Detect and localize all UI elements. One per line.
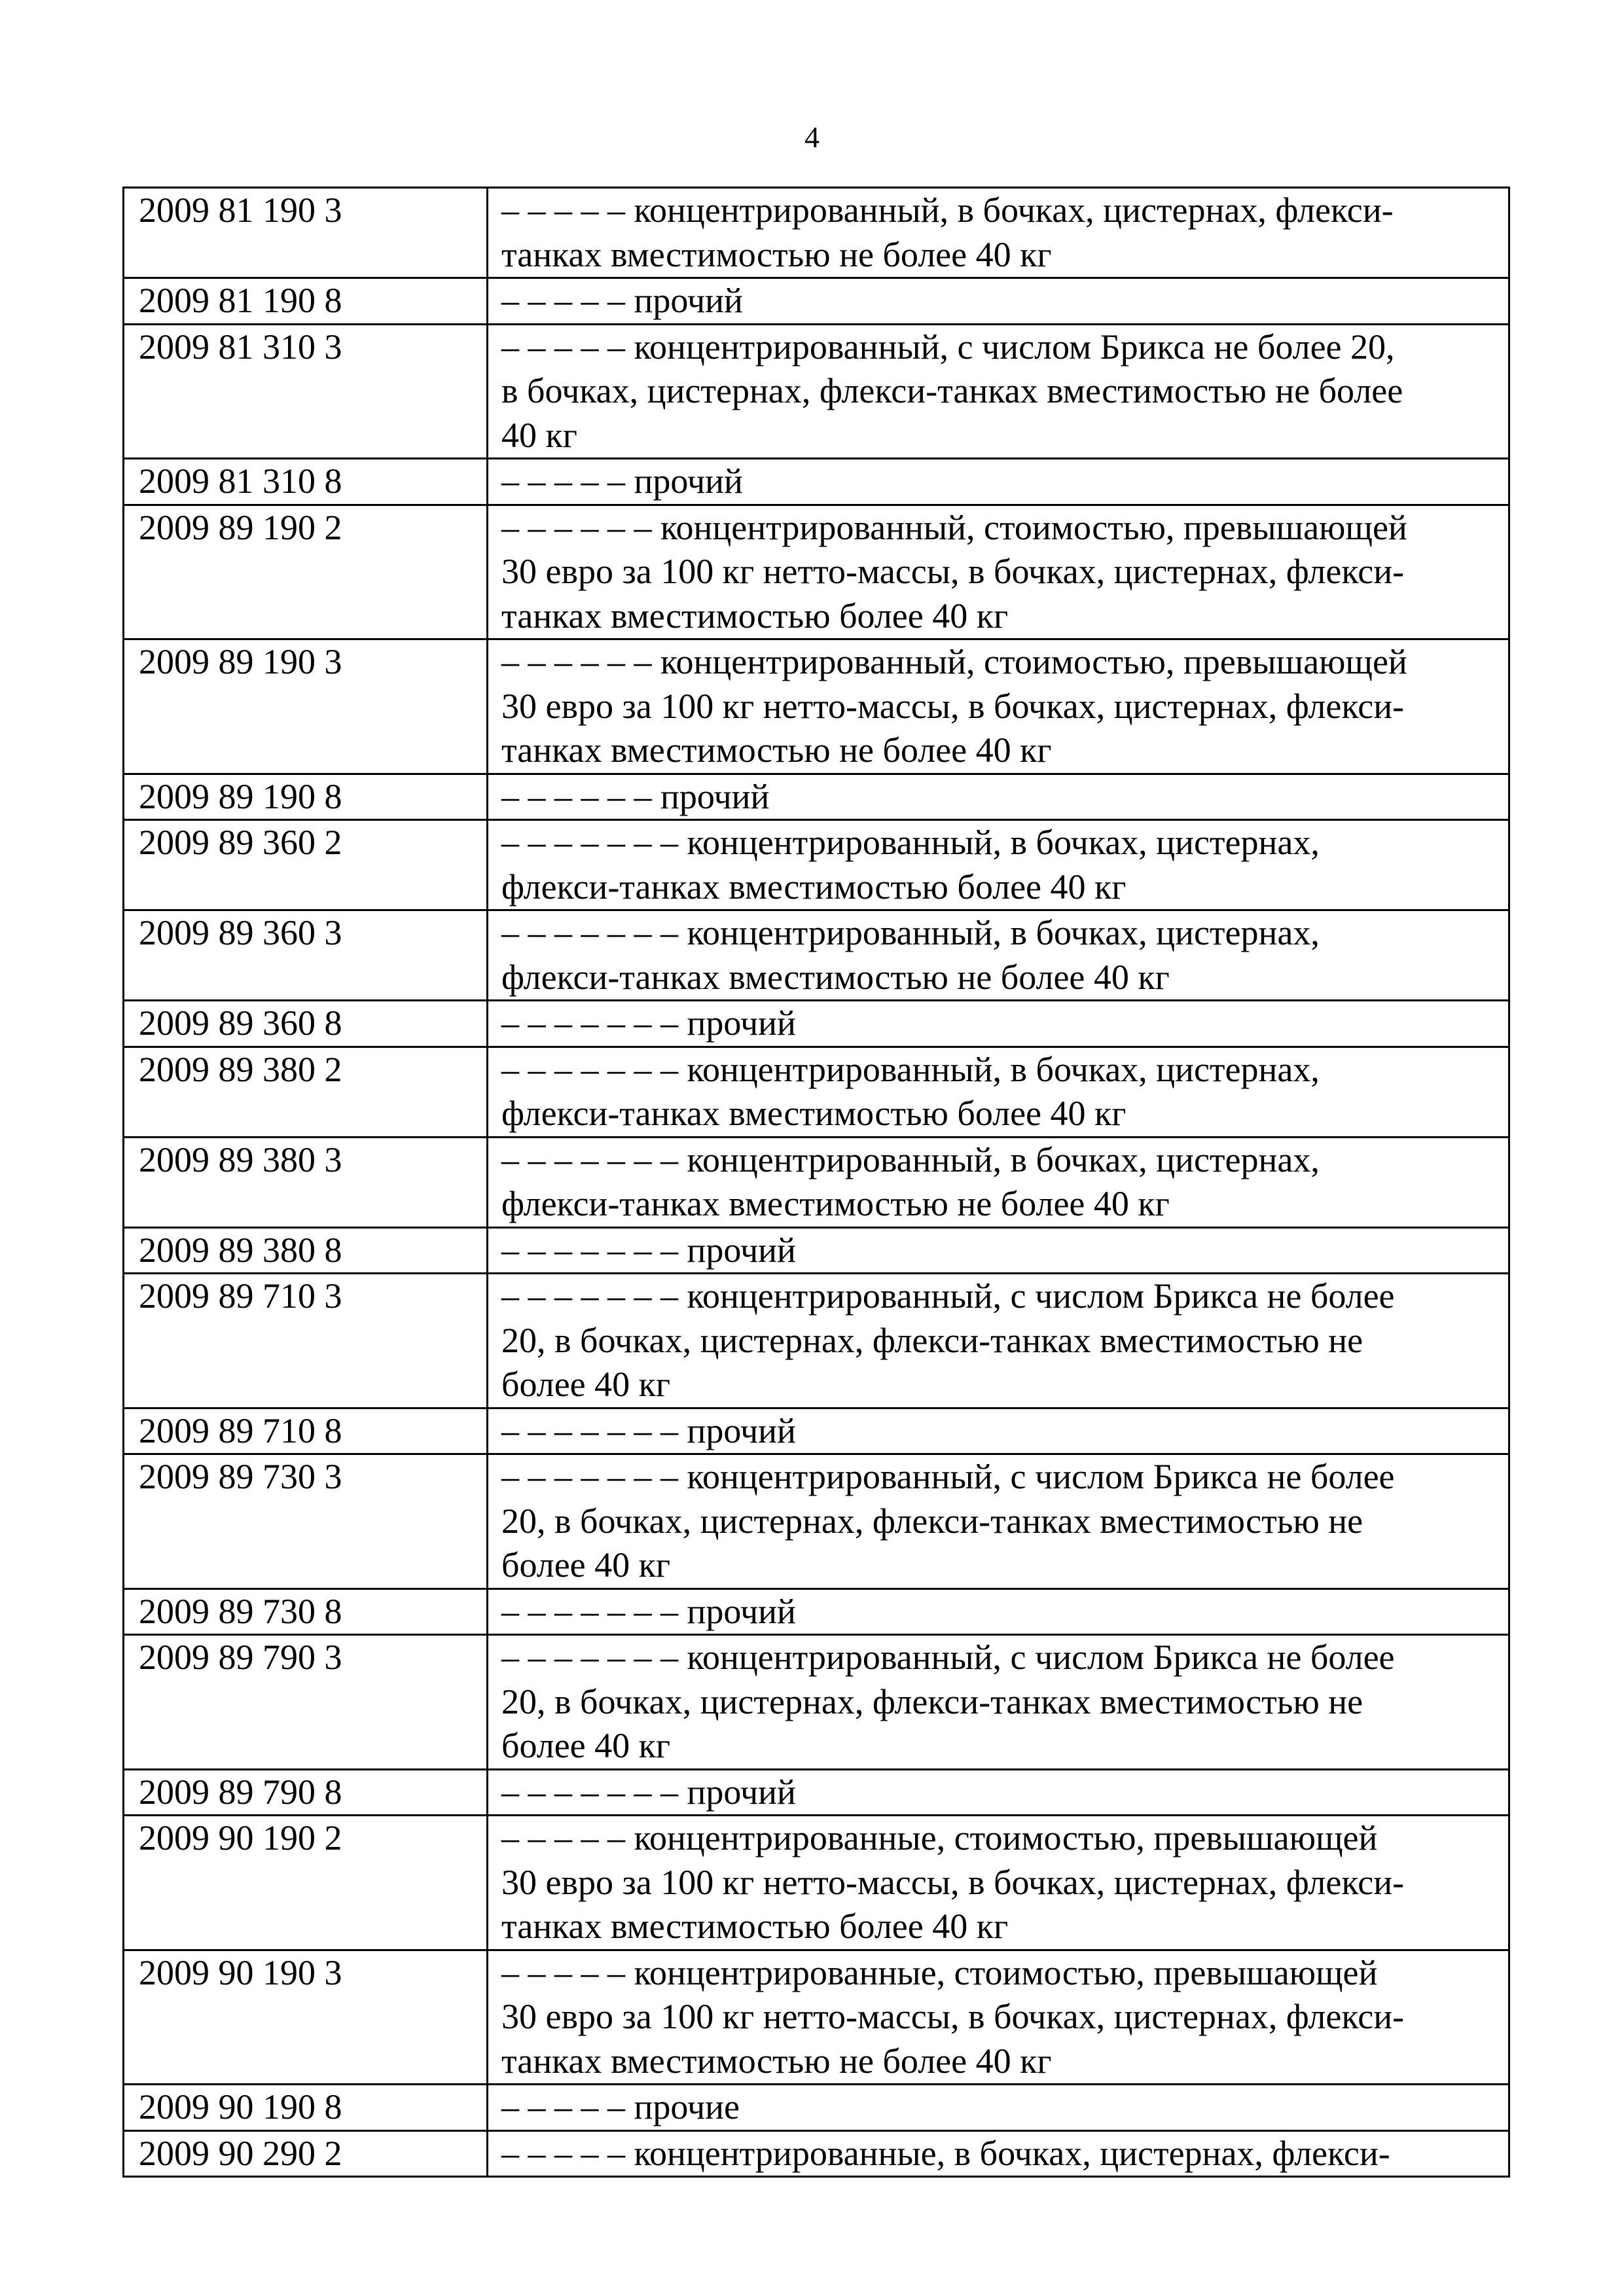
table-row — [124, 1274, 1509, 1408]
code-cell: 2009 89 190 2 — [124, 505, 488, 639]
page-number: 4 — [804, 120, 820, 154]
description-line: – – – – – – – концентрированный, в бочках, цистернах, — [501, 1049, 1320, 1089]
table-row — [124, 1137, 1509, 1227]
table-row — [124, 2130, 1509, 2177]
code-cell: 2009 89 790 8 — [124, 1769, 488, 1816]
description-line: – – – – – – – концентрированный, с числом Брикса не более — [501, 1638, 1395, 1677]
description-cell — [488, 1635, 1509, 1770]
description-cell — [488, 1454, 1509, 1589]
table-row — [124, 278, 1509, 325]
description-line: флекси-танках вместимостью не более 40 кг — [501, 1184, 1170, 1223]
table-row — [124, 1769, 1509, 1816]
table-row — [124, 2085, 1509, 2131]
description-cell — [488, 324, 1509, 459]
description-cell — [488, 1274, 1509, 1408]
code-cell: 2009 89 380 2 — [124, 1047, 488, 1137]
description-line: – – – – – концентрированный, в бочках, цистернах, флекси- — [501, 190, 1394, 230]
description-cell — [488, 459, 1509, 505]
table-body — [124, 188, 1509, 2177]
description-line: танках вместимостью более 40 кг — [501, 596, 1009, 636]
description-line: – – – – – концентрированные, стоимостью, превышающей — [501, 1818, 1378, 1857]
description-line: танках вместимостью не более 40 кг — [501, 2041, 1052, 2081]
code-cell: 2009 81 310 8 — [124, 459, 488, 505]
description-line: флекси-танках вместимостью более 40 кг — [501, 867, 1127, 906]
description-cell — [488, 1137, 1509, 1227]
description-line: – – – – – концентрированные, стоимостью, превышающей — [501, 1952, 1378, 1992]
description-line: 20, в бочках, цистернах, флекси-танках вместимостью не — [501, 1501, 1363, 1541]
description-cell — [488, 1950, 1509, 2085]
table-row — [124, 1816, 1509, 1950]
table-row — [124, 639, 1509, 774]
table-row — [124, 459, 1509, 505]
description-cell — [488, 1408, 1509, 1454]
description-line: – – – – – – – концентрированный, в бочках, цистернах, — [501, 823, 1320, 862]
description-line: – – – – – – – концентрированный, с числом Брикса не более — [501, 1276, 1395, 1316]
description-cell — [488, 1816, 1509, 1950]
code-cell: 2009 89 790 3 — [124, 1635, 488, 1770]
description-line: танках вместимостью более 40 кг — [501, 1907, 1009, 1946]
description-line: танках вместимостью не более 40 кг — [501, 730, 1052, 770]
description-cell — [488, 188, 1509, 278]
description-line: – – – – – – – прочий — [501, 1591, 796, 1631]
description-cell — [488, 2085, 1509, 2131]
description-line: – – – – – прочий — [501, 281, 743, 320]
description-cell — [488, 639, 1509, 774]
description-cell — [488, 1227, 1509, 1274]
code-cell: 2009 90 290 2 — [124, 2130, 488, 2177]
table-row — [124, 1047, 1509, 1137]
table-row — [124, 910, 1509, 1001]
description-cell — [488, 820, 1509, 910]
table-row — [124, 1588, 1509, 1635]
description-line: – – – – – – – прочий — [501, 1772, 796, 1812]
code-cell: 2009 89 380 8 — [124, 1227, 488, 1274]
description-line: 20, в бочках, цистернах, флекси-танках вместимостью не — [501, 1681, 1363, 1721]
description-line: – – – – – концентрированные, в бочках, цистернах, флекси- — [501, 2133, 1390, 2173]
description-line: 20, в бочках, цистернах, флекси-танках вместимостью не — [501, 1320, 1363, 1360]
description-line: – – – – – концентрированный, с числом Брикса не более 20, — [501, 327, 1395, 367]
description-line: более 40 кг — [501, 1545, 671, 1585]
description-line: – – – – – – прочий — [501, 776, 770, 816]
description-line: 30 евро за 100 кг нетто-массы, в бочках, цистернах, флекси- — [501, 1997, 1405, 2036]
code-cell: 2009 89 360 8 — [124, 1001, 488, 1047]
description-line: – – – – – – – прочий — [501, 1230, 796, 1270]
table-row — [124, 820, 1509, 910]
table-row — [124, 188, 1509, 278]
description-line: в бочках, цистернах, флекси-танках вместимостью не более — [501, 371, 1403, 410]
description-line: 40 кг — [501, 415, 577, 455]
code-cell: 2009 89 190 3 — [124, 639, 488, 774]
code-cell: 2009 89 730 8 — [124, 1588, 488, 1635]
table-row — [124, 1454, 1509, 1589]
description-line: более 40 кг — [501, 1365, 671, 1404]
description-line: – – – – – – – прочий — [501, 1003, 796, 1043]
table-row — [124, 505, 1509, 639]
table-row — [124, 1001, 1509, 1047]
description-cell — [488, 505, 1509, 639]
description-line: – – – – – – – концентрированный, с числом Брикса не более — [501, 1457, 1395, 1496]
description-cell — [488, 1001, 1509, 1047]
code-cell: 2009 81 190 3 — [124, 188, 488, 278]
description-line: – – – – – – – концентрированный, в бочках, цистернах, — [501, 1139, 1320, 1179]
code-cell: 2009 90 190 8 — [124, 2085, 488, 2131]
description-cell — [488, 1047, 1509, 1137]
code-cell: 2009 90 190 3 — [124, 1950, 488, 2085]
description-line: танках вместимостью не более 40 кг — [501, 234, 1052, 274]
code-cell: 2009 89 710 3 — [124, 1274, 488, 1408]
table-row — [124, 774, 1509, 820]
table-row — [124, 1227, 1509, 1274]
description-line: – – – – – – – концентрированный, в бочках, цистернах, — [501, 913, 1320, 952]
description-cell — [488, 1769, 1509, 1816]
table-row — [124, 1408, 1509, 1454]
code-cell: 2009 89 360 3 — [124, 910, 488, 1001]
description-line: 30 евро за 100 кг нетто-массы, в бочках, цистернах, флекси- — [501, 552, 1405, 591]
table-row — [124, 1950, 1509, 2085]
tariff-code-table — [122, 187, 1510, 2178]
description-line: более 40 кг — [501, 1726, 671, 1765]
code-cell: 2009 90 190 2 — [124, 1816, 488, 1950]
description-cell — [488, 774, 1509, 820]
code-cell: 2009 89 360 2 — [124, 820, 488, 910]
description-cell — [488, 278, 1509, 325]
description-line: 30 евро за 100 кг нетто-массы, в бочках, цистернах, флекси- — [501, 1862, 1405, 1902]
table-row — [124, 1635, 1509, 1770]
code-cell: 2009 89 710 8 — [124, 1408, 488, 1454]
table-row — [124, 324, 1509, 459]
description-line: – – – – – – – прочий — [501, 1410, 796, 1450]
code-cell: 2009 89 730 3 — [124, 1454, 488, 1589]
description-line: – – – – – – концентрированный, стоимостью, превышающей — [501, 642, 1407, 681]
description-line: флекси-танках вместимостью не более 40 кг — [501, 957, 1170, 997]
description-line: флекси-танках вместимостью более 40 кг — [501, 1094, 1127, 1133]
description-line: – – – – – – концентрированный, стоимостью, превышающей — [501, 507, 1407, 547]
description-line: – – – – – прочие — [501, 2087, 740, 2126]
code-cell: 2009 81 190 8 — [124, 278, 488, 325]
code-cell: 2009 81 310 3 — [124, 324, 488, 459]
code-cell: 2009 89 380 3 — [124, 1137, 488, 1227]
description-cell — [488, 2130, 1509, 2177]
code-cell: 2009 89 190 8 — [124, 774, 488, 820]
description-line: – – – – – прочий — [501, 461, 743, 501]
description-line: 30 евро за 100 кг нетто-массы, в бочках, цистернах, флекси- — [501, 686, 1405, 726]
description-cell — [488, 1588, 1509, 1635]
description-cell — [488, 910, 1509, 1001]
